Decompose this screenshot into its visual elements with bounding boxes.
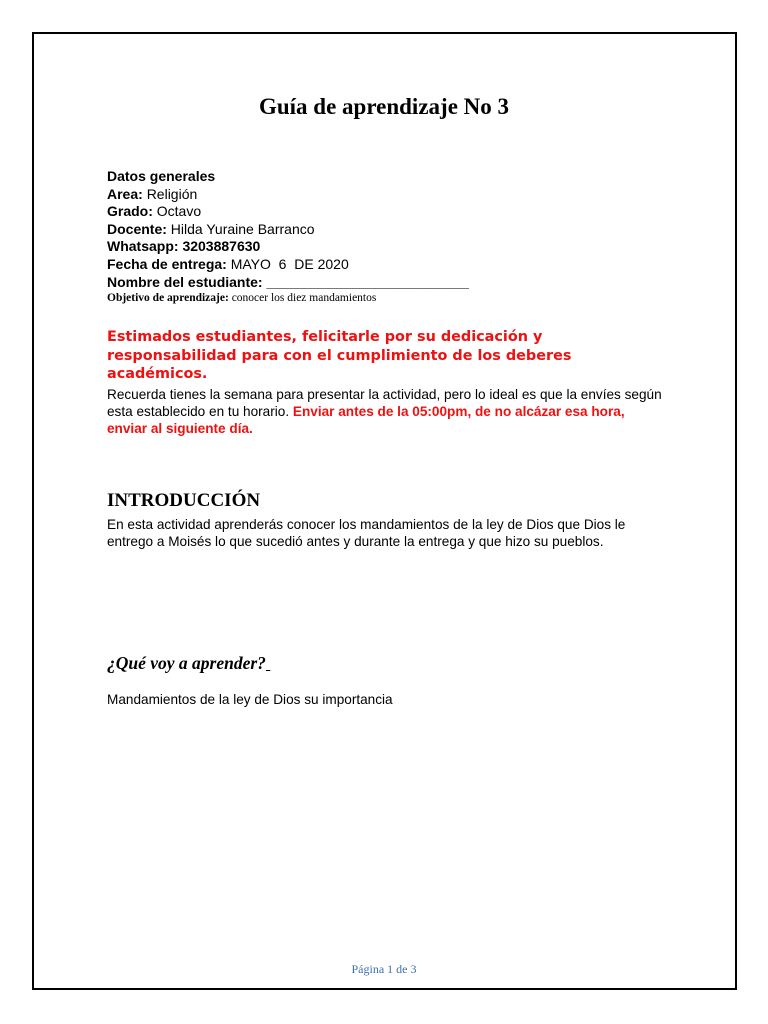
grado-label: Grado: [107, 203, 153, 220]
introduction-heading: INTRODUCCIÓN [107, 490, 261, 511]
area-row [107, 186, 469, 204]
whatsapp-label: Whatsapp: [107, 238, 179, 255]
nombre-blank: __________________________ [266, 273, 469, 290]
learning-heading-text: ¿Qué voy a aprender? [107, 653, 266, 673]
page-number-footer: Página 1 de 3 [351, 962, 417, 976]
objetivo-row [107, 291, 469, 305]
reminder-paragraph [107, 386, 667, 437]
general-data-section [107, 168, 469, 305]
objetivo-value: conocer los diez mandamientos [231, 292, 377, 305]
learning-text: Mandamientos de la ley de Dios su importancia [107, 692, 393, 707]
nombre-label: Nombre del estudiante: [107, 273, 263, 290]
docente-row [107, 221, 469, 239]
reminder-deadline: Enviar antes de la 05:00pm, de no alcázar esa hora, enviar al siguiente día. [107, 404, 625, 436]
grado-value: Octavo [156, 203, 202, 220]
area-label: Area: [107, 185, 143, 202]
whatsapp-value: 3203887630 [182, 238, 261, 255]
fecha-value: MAYO 6 DE 2020 [230, 255, 349, 272]
fecha-row [107, 256, 469, 274]
nombre-row [107, 274, 469, 292]
general-heading: Datos generales [107, 168, 216, 184]
learning-heading [107, 653, 270, 674]
area-value: Religión [146, 185, 198, 202]
grado-row [107, 203, 469, 221]
whatsapp-row [107, 238, 469, 256]
document-title: Guía de aprendizaje No 3 [258, 94, 510, 119]
fecha-label: Fecha de entrega: [107, 255, 227, 272]
greeting-message: Estimados estudiantes, felicitarle por su dedicación y responsabilidad para con el cumplimiento de los deberes académicos. [107, 329, 572, 382]
introduction-text: En esta actividad aprenderás conocer los mandamientos de la ley de Dios que Dios le entrego a Moisés lo que sucedió antes y durante la entrega y que hizo su pueblos. [107, 517, 626, 549]
docente-label: Docente: [107, 220, 167, 237]
learning-heading-trail [266, 653, 270, 673]
objetivo-label: Objetivo de aprendizaje: [107, 292, 229, 305]
reminder-text: Recuerda tienes la semana para presentar la actividad, pero lo ideal es que la envíes según esta establecido en tu horario. [107, 387, 662, 419]
docente-value: Hilda Yuraine Barranco [170, 220, 315, 237]
